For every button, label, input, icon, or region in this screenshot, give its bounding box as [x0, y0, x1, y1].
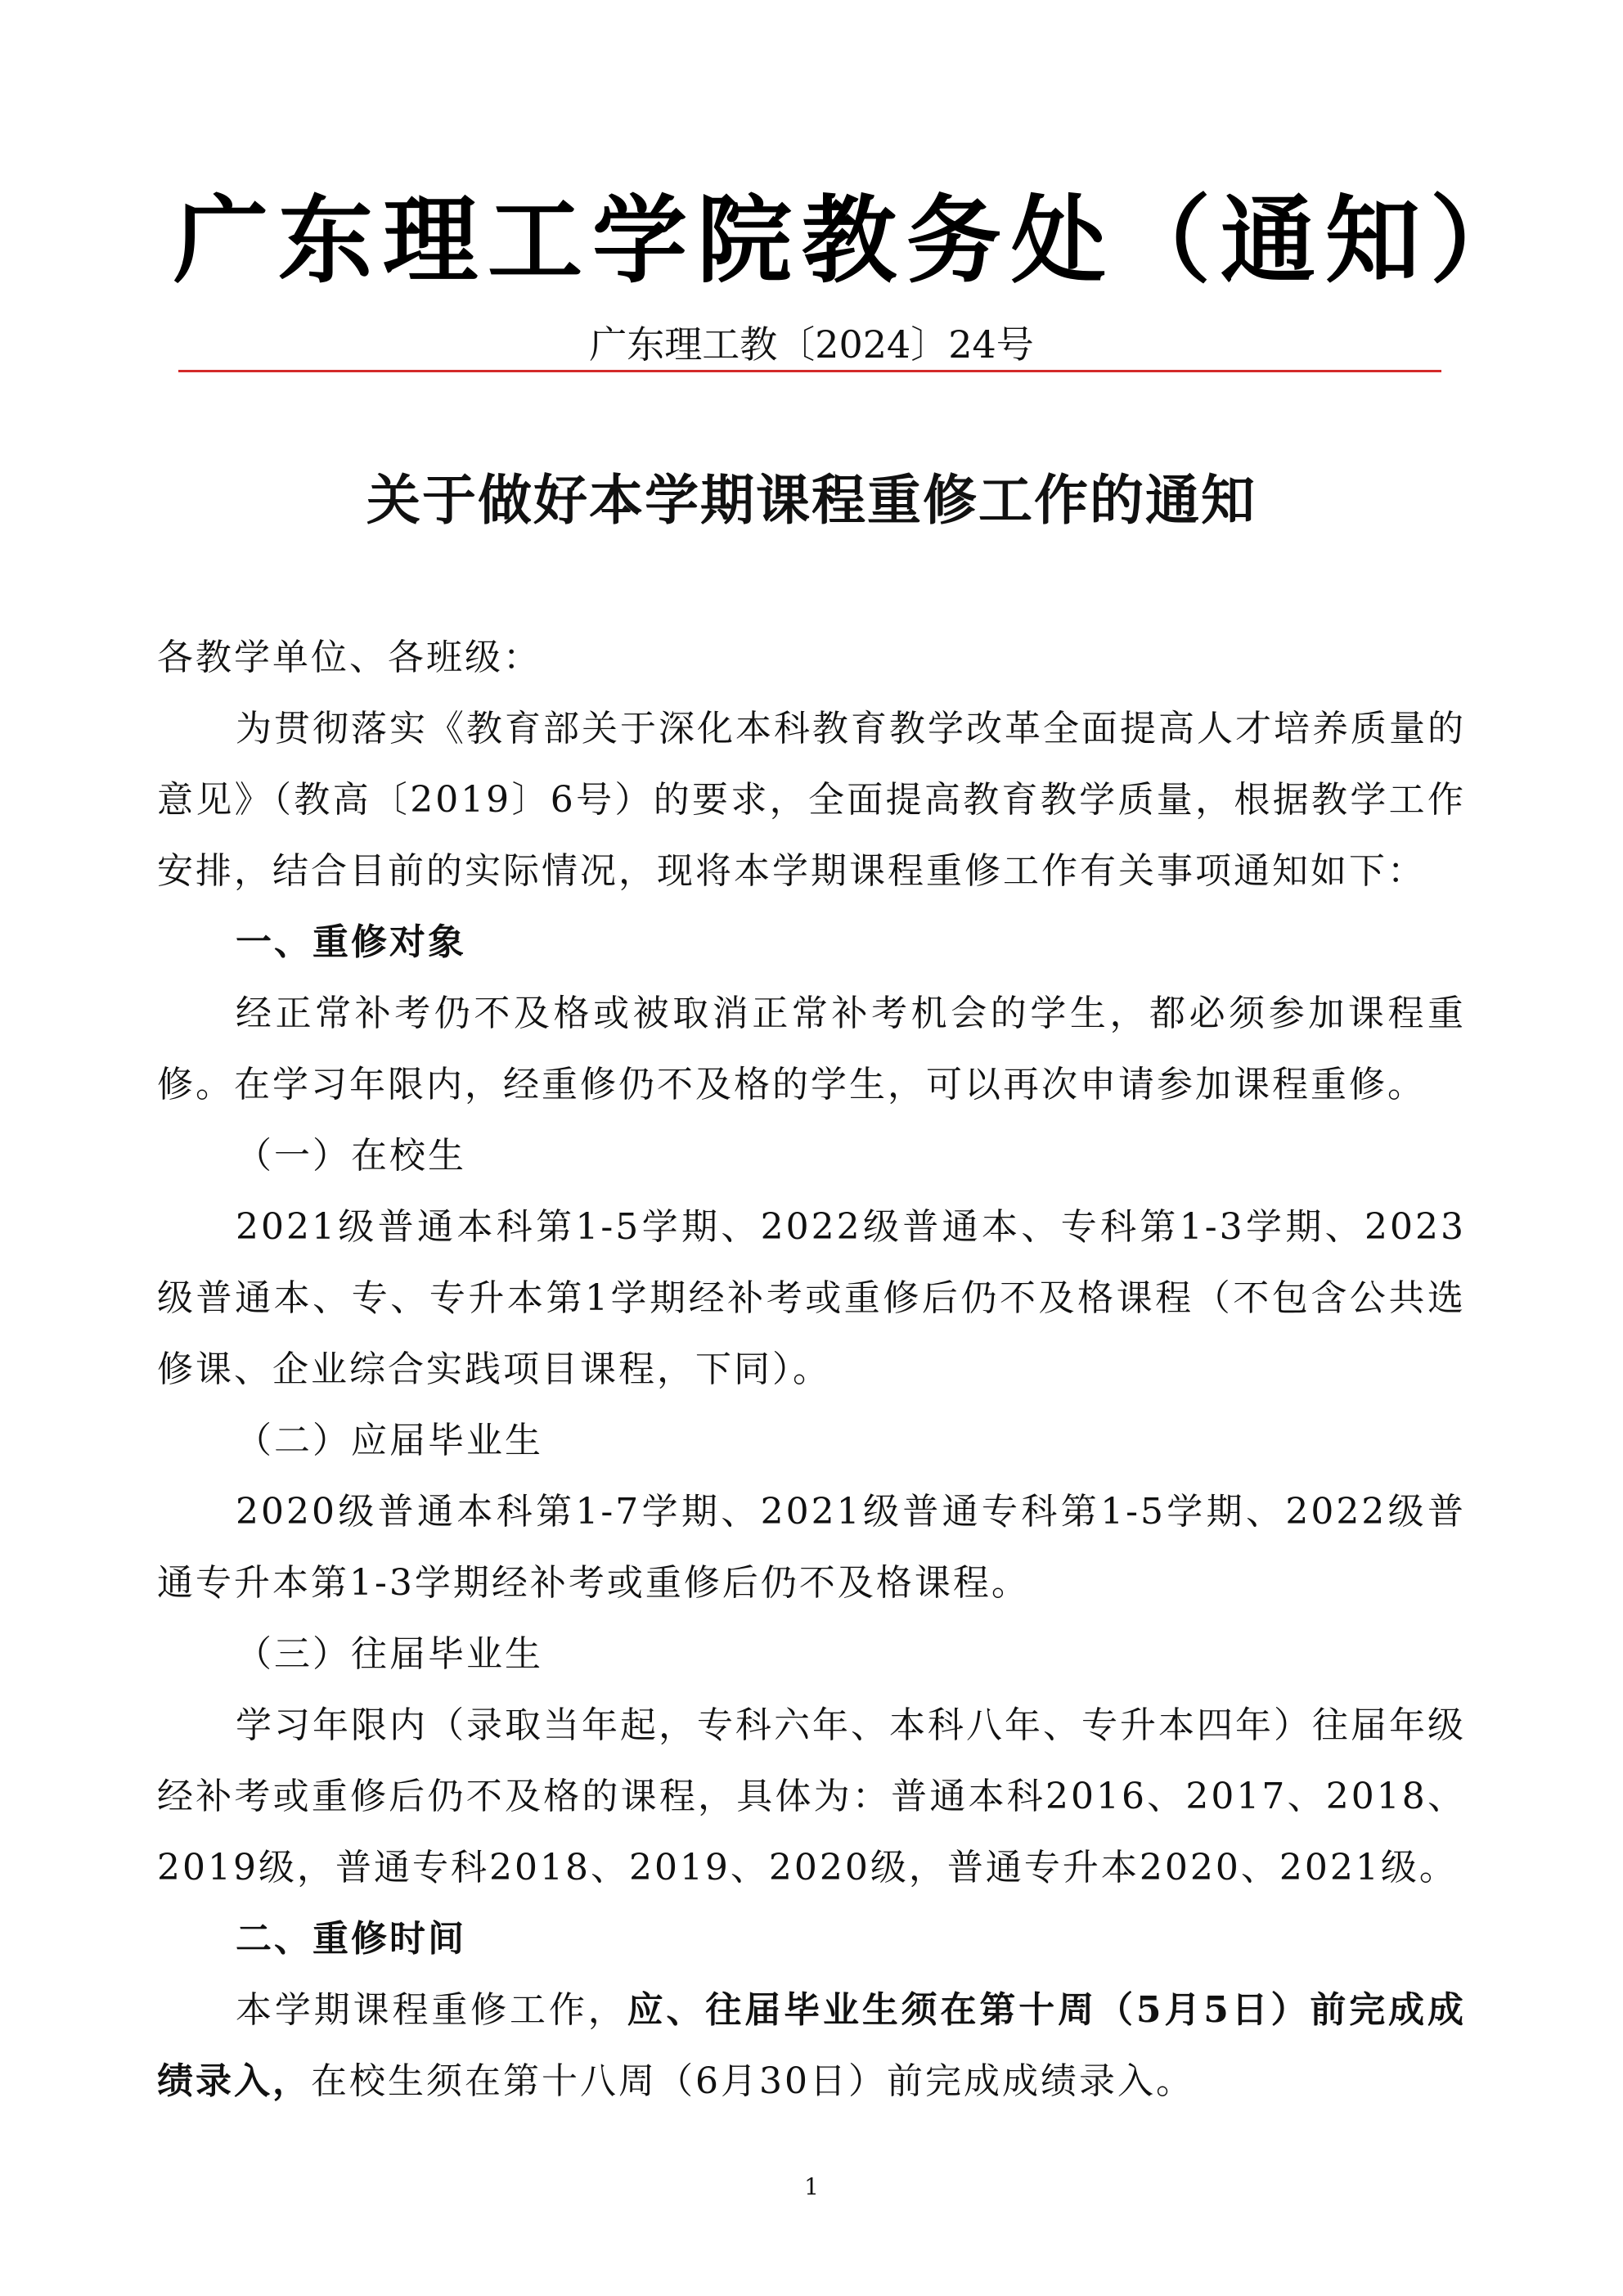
- section-targets-paragraph: 经正常补考仍不及格或被取消正常补考机会的学生，都必须参加课程重修。在学习年限内，经重修仍不及格的学生，可以再次申请参加课程重修。: [157, 993, 1466, 1105]
- subsection-current-students-paragraph: 2021级普通本科第1-5学期、2022级普通本、专科第1-3学期、2023级普通本、专、专升本第1学期经补考或重修后仍不及格课程（不包含公共选修课、企业综合实践项目课程，下同）。: [157, 1206, 1466, 1390]
- subsection-graduating-paragraph: 2020级普通本科第1-7学期、2021级普通专科第1-5学期、2022级普通专升本第1-3学期经补考或重修后仍不及格课程。: [157, 1491, 1466, 1604]
- header-red-rule: [178, 370, 1441, 372]
- notice-body: [157, 622, 1466, 2117]
- time-text-lead: 本学期课程重修工作，: [236, 1989, 627, 2031]
- subsection-heading-former-graduates: （三）往届毕业生: [236, 1633, 543, 1675]
- org-header-title: 广东理工学院教务处（通知）: [173, 185, 1535, 296]
- subsection-heading-graduating: （二）应届毕业生: [236, 1420, 543, 1461]
- section-heading-time: 二、重修时间: [236, 1918, 466, 1960]
- section-time-paragraph: [157, 1974, 1466, 2117]
- intro-paragraph: 为贯彻落实《教育部关于深化本科教育教学改革全面提高人才培养质量的意见》（教高〔2019〕6号）的要求，全面提高教育教学质量，根据教学工作安排，结合目前的实际情况，现将本学期课程重修工作有关事项通知如下：: [157, 708, 1466, 892]
- salutation: 各教学单位、各班级：: [157, 637, 542, 678]
- section-heading-targets: 一、重修对象: [236, 921, 466, 963]
- notice-title: 关于做好本学期课程重修工作的通知: [366, 468, 1257, 532]
- time-text-graduates-deadline: 应、往届毕业生须在第十周（5月5日）前完成成绩录入，: [157, 1989, 1467, 2102]
- page-number: 1: [804, 2173, 819, 2200]
- time-text-current-deadline: 在校生须在第十八周（6月30日）前完成成绩录入。: [311, 2060, 1194, 2102]
- subsection-former-graduates-paragraph: 学习年限内（录取当年起，专科六年、本科八年、专升本四年）往届年级经补考或重修后仍不及格的课程，具体为：普通本科2016、2017、2018、2019级，普通专科2018、2019、2020级，普通专升本2020、2021级。: [157, 1704, 1466, 1889]
- document-number: 广东理工教〔2024〕24号: [589, 322, 1034, 367]
- subsection-heading-current-students: （一）在校生: [236, 1135, 466, 1177]
